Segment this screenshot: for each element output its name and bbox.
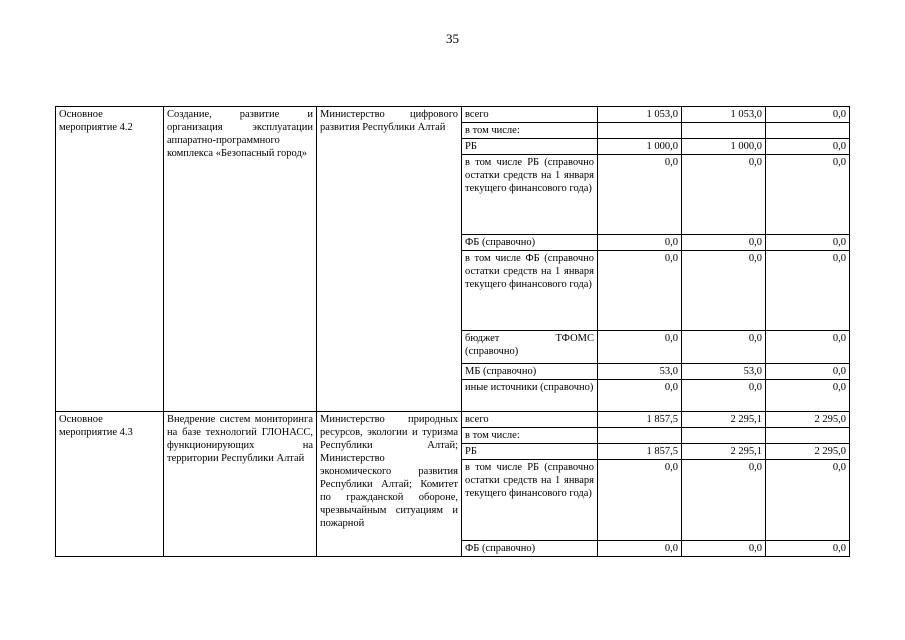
value-cell: 0,0 xyxy=(682,380,766,412)
page-number: 35 xyxy=(446,31,459,46)
value-cell: 0,0 xyxy=(682,235,766,251)
event-name-cell: Внедрение систем мониторинга на базе технологий ГЛОНАСС, функционирующих на территории Республики Алтай xyxy=(164,412,317,557)
executor-cell: Министерство природных ресурсов, экологии и туризма Республики Алтай; Министерство экономического развития Республики Алтай; Комитет по гражданской обороне, чрезвычайным ситуациям и пожарной xyxy=(317,412,462,557)
value-cell: 0,0 xyxy=(766,251,850,331)
value-cell: 0,0 xyxy=(766,155,850,235)
value-cell: 1 053,0 xyxy=(682,107,766,123)
value-cell: 2 295,0 xyxy=(766,444,850,460)
funding-source-cell: ФБ (справочно) xyxy=(462,235,598,251)
funding-source-cell: в том числе ФБ (справочно остатки средств на 1 января текущего финансового года) xyxy=(462,251,598,331)
value-cell xyxy=(682,428,766,444)
table-row xyxy=(56,412,850,428)
event-code-cell: Основное мероприятие 4.2 xyxy=(56,107,164,412)
value-cell: 0,0 xyxy=(598,331,682,364)
value-cell: 2 295,1 xyxy=(682,444,766,460)
value-cell: 53,0 xyxy=(682,364,766,380)
value-cell: 1 000,0 xyxy=(598,139,682,155)
value-cell: 0,0 xyxy=(682,251,766,331)
funding-source-cell: в том числе РБ (справочно остатки средств на 1 января текущего финансового года) xyxy=(462,460,598,541)
funding-source-cell: бюджет ТФОМС (справочно) xyxy=(462,331,598,364)
value-cell: 0,0 xyxy=(766,460,850,541)
funding-source-cell: иные источники (справочно) xyxy=(462,380,598,412)
value-cell: 0,0 xyxy=(682,541,766,557)
funding-source-cell: РБ xyxy=(462,444,598,460)
value-cell: 0,0 xyxy=(766,139,850,155)
value-cell: 2 295,1 xyxy=(682,412,766,428)
value-cell: 1 053,0 xyxy=(598,107,682,123)
value-cell: 0,0 xyxy=(598,155,682,235)
value-cell: 0,0 xyxy=(766,541,850,557)
value-cell: 0,0 xyxy=(598,541,682,557)
value-cell xyxy=(766,428,850,444)
value-cell: 0,0 xyxy=(598,380,682,412)
value-cell xyxy=(682,123,766,139)
event-code-cell: Основное мероприятие 4.3 xyxy=(56,412,164,557)
table-row xyxy=(56,107,850,123)
value-cell: 0,0 xyxy=(598,251,682,331)
funding-source-cell: ФБ (справочно) xyxy=(462,541,598,557)
funding-source-cell: всего xyxy=(462,412,598,428)
value-cell: 0,0 xyxy=(682,155,766,235)
value-cell: 0,0 xyxy=(766,331,850,364)
executor-cell: Министерство цифрового развития Республики Алтай xyxy=(317,107,462,412)
funding-source-cell: в том числе: xyxy=(462,428,598,444)
funding-source-cell: в том числе: xyxy=(462,123,598,139)
value-cell: 2 295,0 xyxy=(766,412,850,428)
value-cell xyxy=(766,123,850,139)
event-name-cell: Создание, развитие и организация эксплуатации аппаратно-программного комплекса «Безопасный город» xyxy=(164,107,317,412)
value-cell: 1 857,5 xyxy=(598,444,682,460)
funding-source-cell: в том числе РБ (справочно остатки средств на 1 января текущего финансового года) xyxy=(462,155,598,235)
value-cell: 53,0 xyxy=(598,364,682,380)
value-cell: 0,0 xyxy=(766,107,850,123)
value-cell: 0,0 xyxy=(682,460,766,541)
value-cell: 0,0 xyxy=(682,331,766,364)
value-cell: 0,0 xyxy=(766,235,850,251)
value-cell: 0,0 xyxy=(598,235,682,251)
funding-source-cell: всего xyxy=(462,107,598,123)
value-cell: 0,0 xyxy=(766,380,850,412)
value-cell: 0,0 xyxy=(598,460,682,541)
value-cell: 1 000,0 xyxy=(682,139,766,155)
value-cell: 0,0 xyxy=(766,364,850,380)
funding-source-cell: РБ xyxy=(462,139,598,155)
value-cell xyxy=(598,123,682,139)
funding-source-cell: МБ (справочно) xyxy=(462,364,598,380)
value-cell: 1 857,5 xyxy=(598,412,682,428)
funding-table xyxy=(55,106,850,557)
value-cell xyxy=(598,428,682,444)
